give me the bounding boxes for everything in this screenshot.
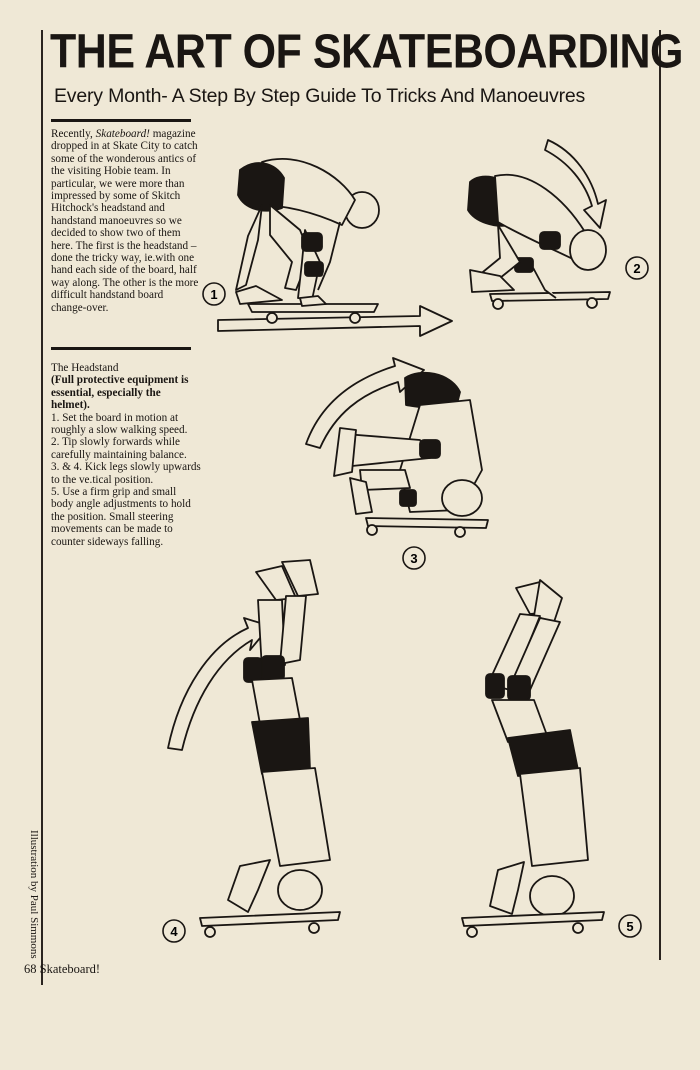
svg-text:1: 1 — [210, 287, 218, 302]
figure-1-crouch — [218, 159, 452, 336]
step-5: 5. Use a firm grip and small body angle adjustments to hold the position. Small steering movements can be made to counter sideways falling. — [51, 486, 191, 548]
svg-text:2: 2 — [633, 261, 641, 276]
svg-text:3: 3 — [410, 551, 418, 566]
headstand-note: (Full protective equipment is essential, especially the helmet). — [51, 374, 189, 412]
page-title: THE ART OF SKATEBOARDING — [50, 24, 683, 79]
headstand-heading: The Headstand — [51, 362, 119, 374]
page-subtitle: Every Month- A Step By Step Guide To Tricks And Manoeuvres — [54, 85, 586, 107]
step-number-1 — [203, 283, 225, 305]
step-1: 1. Set the board in motion at roughly a slow walking speed. — [51, 411, 188, 437]
figure-2-tip-forward — [468, 140, 610, 309]
figure-3-kick-up — [306, 358, 488, 537]
intro-body: magazine dropped in at Skate City to catch some of the wonderous antics of the visiting Hobie team. In particular, we were more than impressed by some of Skitch Hitchock's headstand and handstand manoeuvres so we decided to show two of them here. The first is the headstand – done the tricky way, ie.with one hand each side of the board, half way along. The other is the more difficult handstand board change-over. — [51, 128, 199, 314]
step-3-4: 3. & 4. Kick legs slowly upwards to the ve.tical position. — [51, 461, 201, 486]
step-number-5 — [619, 915, 641, 937]
svg-text:5: 5 — [626, 919, 634, 934]
figure-5-hold — [462, 580, 604, 937]
illustration-credit: Illustration by Paul Simmons — [28, 830, 40, 959]
step-number-3 — [403, 547, 425, 569]
step-number-2 — [626, 257, 648, 279]
intro-lead: Recently, — [51, 128, 96, 140]
step-number-4 — [163, 920, 185, 942]
step-2: 2. Tip slowly forwards while carefully maintaining balance. — [51, 436, 187, 461]
magazine-name: Skateboard! — [95, 128, 150, 140]
page-footer: 68 Skateboard! — [24, 962, 101, 976]
figure-4-headstand — [168, 560, 340, 937]
svg-text:4: 4 — [170, 924, 178, 939]
